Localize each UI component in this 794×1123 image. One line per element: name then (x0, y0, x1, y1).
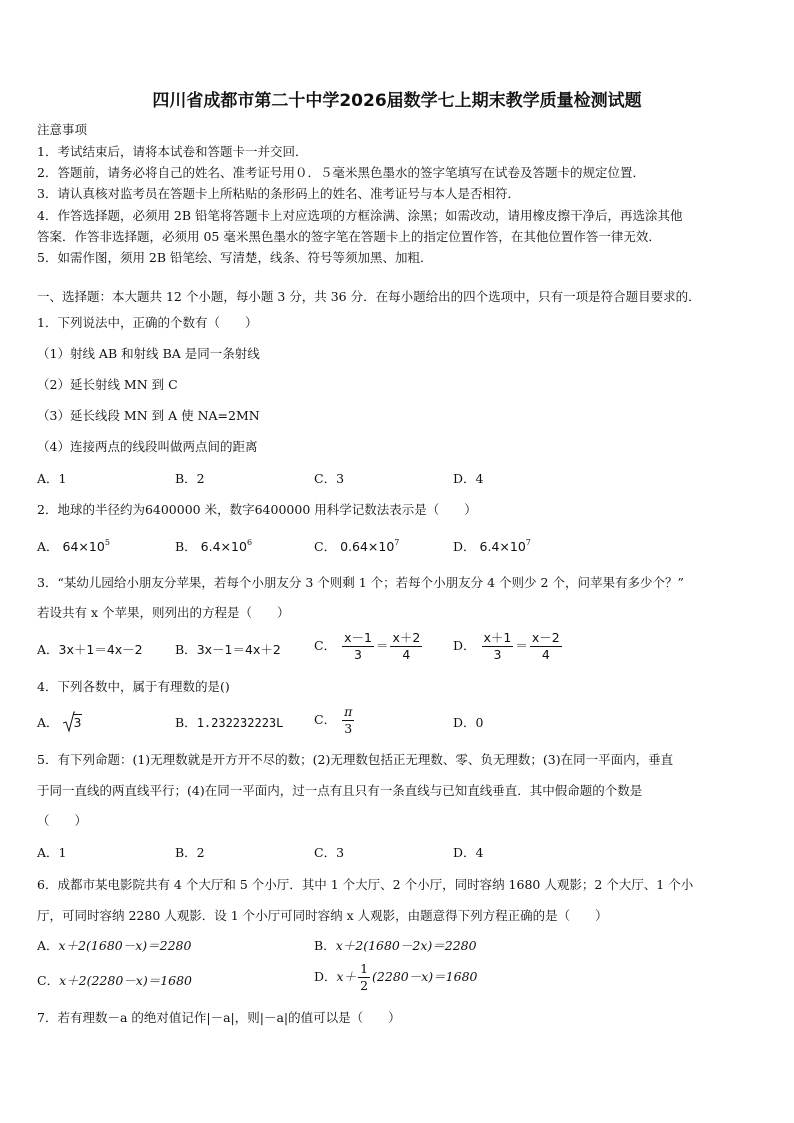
question-1-item: （2）延长射线 MN 到 C (37, 377, 178, 392)
equals-sign: ＝ (515, 638, 528, 653)
option-label: C． (314, 539, 337, 554)
question-2-option-d (453, 537, 531, 555)
numerator: 1 (360, 961, 369, 976)
option-equation-part: (2280－x)＝1680 (372, 969, 478, 984)
option-exponent: 6 (246, 538, 253, 547)
question-3-stem: 3．“某幼儿园给小朋友分苹果，若每个小朋友分 3 个则剩 1 个；若每个小朋友分 4 个则少 2 个，问苹果有多少个？” (37, 575, 684, 590)
option-label: D． (453, 539, 476, 554)
option-equation: x＋2(1680－2x)＝2280 (335, 938, 477, 953)
fraction (482, 630, 514, 663)
section-heading: 一、选择题：本大题共 12 个小题，每小题 3 分，共 36 分．在每小题给出的四个选项中，只有一项是符合题目要求的． (37, 289, 701, 304)
denominator: 2 (360, 978, 369, 993)
option-label: C． (37, 973, 60, 988)
question-6-option-d (314, 961, 477, 994)
radicand: 3 (73, 715, 82, 730)
question-1-option-b: B．2 (175, 471, 205, 486)
question-1-option-a: A．1 (37, 471, 67, 486)
question-5-stem: 5．有下列命题：(1)无理数就是开方开不尽的数；(2)无理数包括正无理数、零、负无理数；(3)在同一平面内，垂直 (37, 752, 674, 767)
question-7-stem: 7．若有理数－a 的绝对值记作|－a|，则|－a|的值可以是（ ） (37, 1010, 401, 1025)
numerator: x＋1 (483, 630, 512, 645)
question-5-option-c: C．3 (314, 845, 345, 860)
note-item: 5．如需作图，须用 2B 铅笔绘、写清楚，线条、符号等须加黑、加粗． (37, 250, 433, 265)
question-5-stem-cont: 于同一直线的两直线平行；(4)在同一平面内，过一点有且只有一条直线与已知直线垂直．其中假命题的个数是 (37, 783, 643, 798)
numerator: π (344, 704, 353, 719)
numerator: x－1 (344, 630, 372, 645)
question-3-option-c (314, 630, 424, 663)
question-4-option-a (37, 713, 82, 731)
option-label: B． (175, 642, 197, 657)
denominator: 3 (344, 721, 353, 736)
question-3-stem-cont: 若设共有 x 个苹果，则列出的方程是（ ） (37, 605, 290, 620)
question-5-stem-cont: （ ） (37, 813, 88, 828)
question-5-option-d: D．4 (453, 845, 484, 860)
question-3-option-d (453, 630, 564, 663)
radical-sign-icon (63, 711, 75, 733)
equals-sign: ＝ (375, 638, 389, 653)
question-6-stem: 6．成都市某电影院共有 4 个大厅和 5 个小厅．其中 1 个大厅、2 个小厅，同时容纳 1680 人观影；2 个大厅、1 个小 (37, 877, 694, 892)
note-item: 答案．作答非选择题，必须用 05 毫米黑色墨水的签字笔在答题卡上的指定位置作答，在其他位置作答一律无效． (37, 229, 661, 244)
fraction (342, 704, 354, 737)
question-2-stem: 2．地球的半径约为6400000 米，数字6400000 用科学记数法表示是（ ） (37, 502, 477, 517)
question-4-option-d: D．0 (453, 715, 484, 730)
option-equation: x＋2(2280－x)＝1680 (59, 973, 193, 988)
note-item: 4．作答选择题，必须用 2B 铅笔将答题卡上对应选项的方框涂满、涂黑；如需改动，请用橡皮擦干净后，再选涂其他 (37, 208, 683, 223)
option-exponent: 5 (104, 538, 110, 547)
option-equation-part: x＋ (336, 969, 357, 984)
question-2-option-a (37, 537, 110, 555)
denominator: 4 (402, 647, 411, 662)
question-3-option-a (37, 640, 143, 658)
option-value: 1.232232223L (196, 716, 284, 730)
numerator: x＋2 (392, 630, 421, 645)
question-1-item: （1）射线 AB 和射线 BA 是同一条射线 (37, 346, 260, 361)
fraction (530, 630, 562, 663)
question-1-item: （3）延长线段 MN 到 A 使 NA=2MN (37, 408, 260, 423)
denominator: 4 (541, 647, 550, 662)
question-2-option-c (314, 537, 399, 555)
option-label: B． (175, 539, 197, 554)
option-label: C． (314, 638, 337, 653)
option-equation: 3x－1＝4x＋2 (196, 642, 281, 657)
question-1-item: （4）连接两点的线段叫做两点间的距离 (37, 439, 258, 454)
option-equation: 3x＋1＝4x－2 (58, 642, 143, 657)
note-item: 2．答题前，请务必将自己的姓名、准考证号用０．５毫米黑色墨水的签字笔填写在试卷及答题卡的规定位置． (37, 165, 645, 180)
option-exponent: 7 (394, 538, 400, 547)
question-6-option-c (37, 971, 192, 989)
option-label: B． (175, 715, 197, 730)
question-4-stem: 4．下列各数中，属于有理数的是() (37, 679, 230, 694)
question-4-option-b (175, 713, 283, 731)
option-base: 6.4×10 (479, 539, 526, 554)
question-4-option-c (314, 704, 356, 737)
fraction (342, 630, 374, 663)
option-equation: x＋2(1680－x)＝2280 (58, 938, 192, 953)
option-label: A． (37, 539, 59, 554)
question-3-option-b (175, 640, 281, 658)
option-base: 0.64×10 (340, 539, 395, 554)
question-6-option-b (314, 936, 477, 954)
question-1-option-c: C．3 (314, 471, 345, 486)
question-2-option-b (175, 537, 252, 555)
option-base: 64×10 (62, 539, 105, 554)
numerator: x－2 (531, 630, 560, 645)
note-item: 1．考试结束后，请将本试卷和答题卡一并交回． (37, 144, 308, 159)
question-5-option-a: A．1 (37, 845, 67, 860)
page-title: 四川省成都市第二十中学2026届数学七上期末教学质量检测试题 (152, 91, 642, 111)
square-root (63, 715, 83, 730)
question-1-option-d: D．4 (453, 471, 484, 486)
question-5-option-b: B．2 (175, 845, 205, 860)
option-label: C． (314, 712, 337, 727)
option-label: B． (314, 938, 336, 953)
question-6-option-a (37, 936, 191, 954)
denominator: 3 (354, 647, 362, 662)
denominator: 3 (493, 647, 502, 662)
note-item: 3．请认真核对监考员在答题卡上所粘贴的条形码上的姓名、准考证号与本人是否相符． (37, 186, 520, 201)
fraction (390, 630, 422, 663)
question-6-stem-cont: 厅，可同时容纳 2280 人观影．设 1 个小厅可同时容纳 x 人观影，由题意得下列方程正确的是（ ） (37, 908, 608, 923)
option-label: D． (453, 638, 476, 653)
option-base: 6.4×10 (200, 539, 247, 554)
option-label: A． (37, 938, 59, 953)
option-label: A． (37, 715, 59, 730)
option-label: A． (37, 642, 59, 657)
notes-heading: 注意事项 (37, 122, 88, 137)
option-exponent: 7 (525, 538, 531, 547)
question-1-stem: 1．下列说法中，正确的个数有（ ） (37, 315, 258, 330)
fraction (358, 961, 370, 994)
option-label: D． (314, 969, 337, 984)
